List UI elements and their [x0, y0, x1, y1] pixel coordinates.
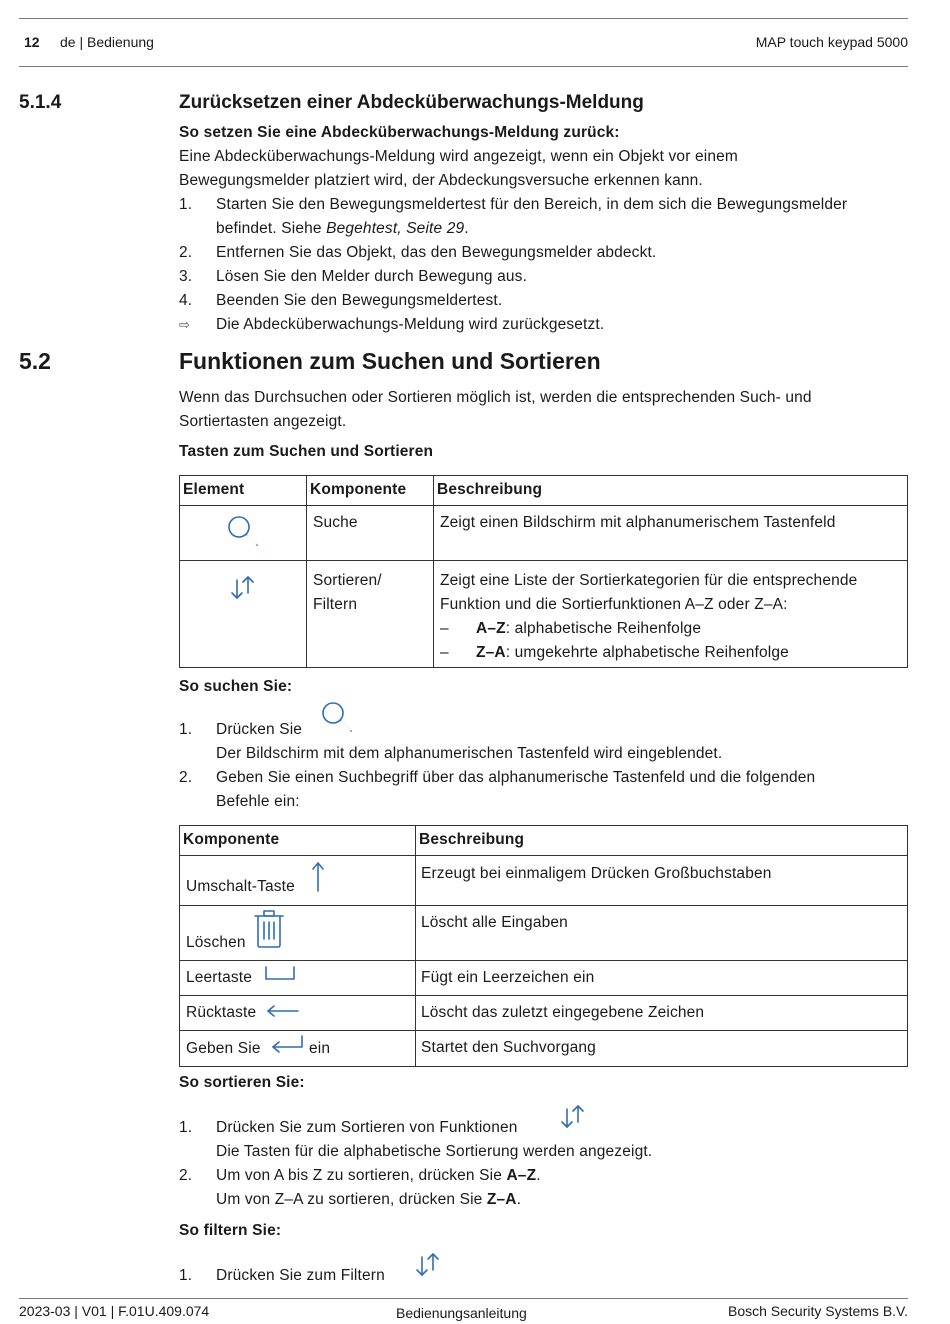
page-number: 12	[24, 34, 40, 50]
search-icon	[224, 512, 264, 552]
cell-komponente: Rücktaste	[180, 996, 416, 1031]
filter-heading: So filtern Sie:	[179, 1222, 282, 1239]
header-top-rule	[19, 18, 908, 19]
col-komponente: Komponente	[180, 826, 416, 856]
intro-5-2-line-1: Wenn das Durchsuchen oder Sortieren möglich ist, werden die entsprechenden Such- und	[179, 389, 812, 406]
intro-5-2-line-2: Sortiertasten angezeigt.	[179, 413, 347, 430]
cell-beschreibung: Zeigt eine Liste der Sortierkategorien für die entsprechende Funktion und die Sortierfunktionen A–Z oder Z–A: – A–Z: alphabetische Reihenfolge – Z–A: umgekehrte alphabetische Reihenfolge	[434, 561, 908, 668]
cell-beschreibung: Löscht alle Eingaben	[416, 906, 908, 961]
col-komponente: Komponente	[307, 476, 434, 506]
cell-komponente: Umschalt-Taste	[180, 856, 416, 906]
footer-left: 2023-03 | V01 | F.01U.409.074	[19, 1303, 210, 1319]
enter-key-icon	[271, 1034, 305, 1054]
intro-line-1: Eine Abdecküberwachungs-Meldung wird angezeigt, wenn ein Objekt vor einem	[179, 148, 738, 165]
arrow-up-icon	[310, 860, 326, 894]
header-bottom-rule	[19, 66, 908, 67]
bullet-item: – Z–A: umgekehrte alphabetische Reihenfolge	[440, 644, 789, 661]
table1-caption: Tasten zum Suchen und Sortieren	[179, 443, 434, 460]
sort-heading: So sortieren Sie:	[179, 1074, 305, 1091]
space-key-icon	[264, 965, 296, 985]
header-product: MAP touch keypad 5000	[755, 34, 908, 50]
cell-beschreibung: Startet den Suchvorgang	[416, 1031, 908, 1067]
cell-komponente: Geben Sie ein	[180, 1031, 416, 1067]
cell-komponente: Sortieren/ Filtern	[307, 561, 434, 668]
footer-right: Bosch Security Systems B.V.	[728, 1303, 908, 1319]
sort-arrows-icon	[558, 1102, 588, 1132]
search-heading: So suchen Sie:	[179, 678, 293, 695]
cell-komponente: Löschen	[180, 906, 416, 961]
cell-element	[180, 506, 307, 561]
subheading-reset: So setzen Sie eine Abdecküberwachungs-Meldung zurück:	[179, 124, 620, 141]
search-sort-keys-table	[179, 475, 908, 668]
cell-beschreibung: Zeigt einen Bildschirm mit alphanumerischem Tastenfeld	[434, 506, 908, 561]
keyboard-commands-table	[179, 825, 908, 1067]
search-icon	[318, 698, 358, 738]
section-number-5-1-4: 5.1.4	[19, 92, 62, 113]
cross-reference[interactable]: Begehtest, Seite 29	[326, 220, 465, 237]
col-beschreibung: Beschreibung	[434, 476, 908, 506]
bullet-item: – A–Z: alphabetische Reihenfolge	[440, 620, 702, 637]
footer-center: Bedienungsanleitung	[396, 1305, 527, 1321]
sort-arrows-icon	[413, 1250, 443, 1280]
cell-komponente: Leertaste	[180, 961, 416, 996]
trash-icon	[253, 909, 285, 949]
col-element: Element	[180, 476, 307, 506]
section-title-5-2: Funktionen zum Suchen und Sortieren	[179, 348, 601, 374]
section-number-5-2: 5.2	[19, 348, 51, 374]
intro-line-2: Bewegungsmelder platziert wird, der Abdeckungsversuche erkennen kann.	[179, 172, 703, 189]
result-arrow-icon: ⇨	[179, 317, 191, 332]
header-section: de | Bedienung	[60, 34, 154, 50]
arrow-left-icon	[266, 1003, 300, 1019]
col-beschreibung: Beschreibung	[416, 826, 908, 856]
cell-komponente: Suche	[307, 506, 434, 561]
footer-rule	[19, 1298, 908, 1299]
cell-element	[180, 561, 307, 668]
cell-beschreibung: Erzeugt bei einmaligem Drücken Großbuchstaben	[416, 856, 908, 906]
section-title-5-1-4: Zurücksetzen einer Abdecküberwachungs-Meldung	[179, 92, 644, 113]
sort-arrows-icon	[228, 573, 258, 603]
cell-beschreibung: Fügt ein Leerzeichen ein	[416, 961, 908, 996]
cell-beschreibung: Löscht das zuletzt eingegebene Zeichen	[416, 996, 908, 1031]
